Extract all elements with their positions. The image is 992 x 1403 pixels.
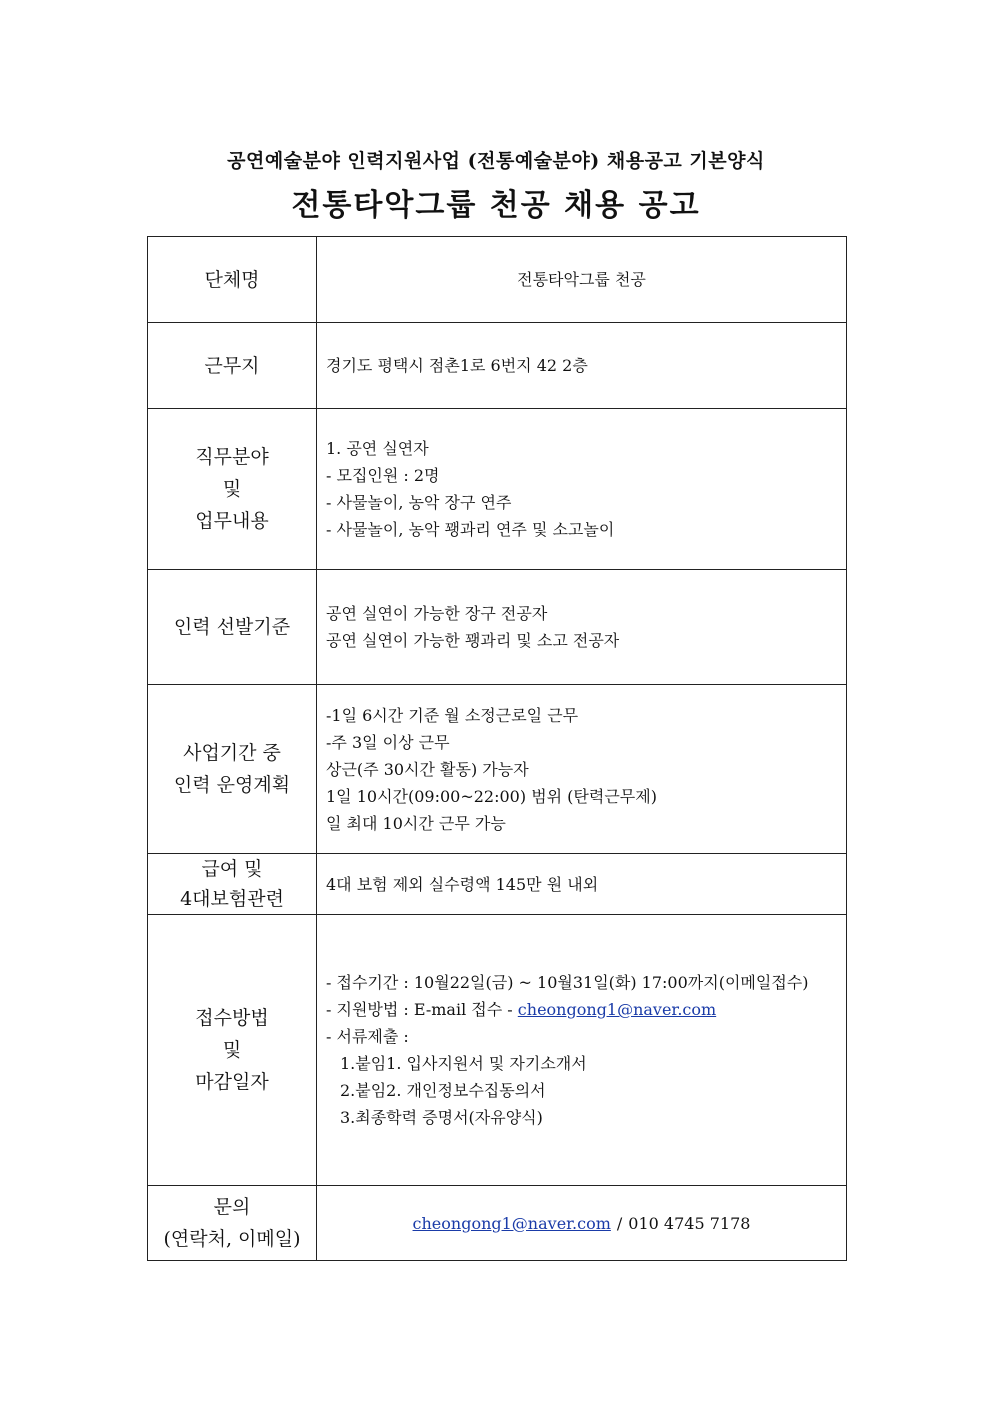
contact-email-link[interactable]: cheongong1@naver.com — [412, 1213, 611, 1233]
value-org: 전통타악그룹 천공 — [317, 237, 847, 323]
operation-line: 일 최대 10시간 근무 가능 — [326, 813, 506, 833]
label-application-line: 마감일자 — [195, 1071, 269, 1093]
contact-phone: 010 4745 7178 — [628, 1213, 751, 1233]
value-salary: 4대 보험 제외 실수령액 145만 원 내외 — [317, 854, 847, 915]
application-email-link[interactable]: cheongong1@naver.com — [517, 1000, 717, 1019]
operation-line: 상근(주 30시간 활동) 가능자 — [326, 759, 529, 779]
label-salary-line: 급여 및 — [201, 858, 263, 880]
criteria-line: 공연 실연이 가능한 장구 전공자 — [326, 604, 548, 623]
label-operation-line: 인력 운영계획 — [173, 774, 291, 796]
operation-line: -1일 6시간 기준 월 소정근로일 근무 — [326, 705, 579, 725]
label-contact — [148, 1186, 317, 1261]
value-operation — [317, 685, 847, 854]
table-row-duty — [148, 409, 847, 570]
label-duty-line: 및 — [222, 478, 242, 500]
application-method-text: - 지원방법 : E-mail 접수 - — [326, 1000, 518, 1019]
label-duty-line: 직무분야 — [195, 446, 269, 468]
recruitment-table — [147, 236, 847, 1261]
value-criteria — [317, 570, 847, 685]
label-contact-line: 문의 — [213, 1196, 251, 1218]
label-application — [148, 915, 317, 1186]
application-doc-item: 1.붙임1. 입사지원서 및 자기소개서 — [340, 1054, 587, 1073]
page-title: 전통타악그룹 천공 채용 공고 — [291, 188, 701, 223]
label-operation-line: 사업기간 중 — [183, 742, 281, 764]
label-application-line: 접수방법 — [195, 1007, 269, 1029]
table-row-workplace — [148, 323, 847, 409]
value-contact — [317, 1186, 847, 1261]
operation-line: -주 3일 이상 근무 — [326, 732, 450, 752]
value-application — [317, 915, 847, 1186]
duty-line: - 사물놀이, 농악 장구 연주 — [326, 493, 512, 512]
contact-separator: / — [616, 1213, 623, 1233]
duty-line: - 모집인원 : 2명 — [326, 466, 440, 485]
table-row-criteria — [148, 570, 847, 685]
application-period: - 접수기간 : 10월22일(금) ~ 10월31일(화) 17:00까지(이메일접수) — [326, 973, 809, 992]
application-doc-item: 3.최종학력 증명서(자유양식) — [340, 1108, 543, 1127]
label-salary-line: 4대보험관련 — [180, 888, 284, 910]
label-operation — [148, 685, 317, 854]
label-workplace: 근무지 — [148, 323, 317, 409]
application-docs-title: - 서류제출 : — [326, 1027, 409, 1046]
label-org: 단체명 — [148, 237, 317, 323]
criteria-line: 공연 실연이 가능한 꽹과리 및 소고 전공자 — [326, 631, 620, 650]
value-workplace: 경기도 평택시 점촌1로 6번지 42 2층 — [317, 323, 847, 409]
table-row-contact — [148, 1186, 847, 1261]
duty-line: 1. 공연 실연자 — [326, 439, 429, 458]
label-application-line: 및 — [222, 1039, 242, 1061]
label-salary — [148, 854, 317, 915]
duty-line: - 사물놀이, 농악 꽹과리 연주 및 소고놀이 — [326, 520, 615, 539]
application-doc-item: 2.붙임2. 개인정보수집동의서 — [340, 1081, 546, 1100]
operation-line: 1일 10시간(09:00~22:00) 범위 (탄력근무제) — [326, 786, 657, 806]
table-row-application — [148, 915, 847, 1186]
value-duty — [317, 409, 847, 570]
table-row-operation — [148, 685, 847, 854]
table-row-org — [148, 237, 847, 323]
table-row-salary — [148, 854, 847, 915]
label-duty-line: 업무내용 — [195, 510, 269, 532]
label-criteria: 인력 선발기준 — [148, 570, 317, 685]
label-contact-line: (연락처, 이메일) — [163, 1228, 301, 1250]
application-method — [326, 996, 846, 1023]
form-subtitle: 공연예술분야 인력지원사업 (전통예술분야) 채용공고 기본양식 — [227, 150, 765, 172]
label-duty — [148, 409, 317, 570]
